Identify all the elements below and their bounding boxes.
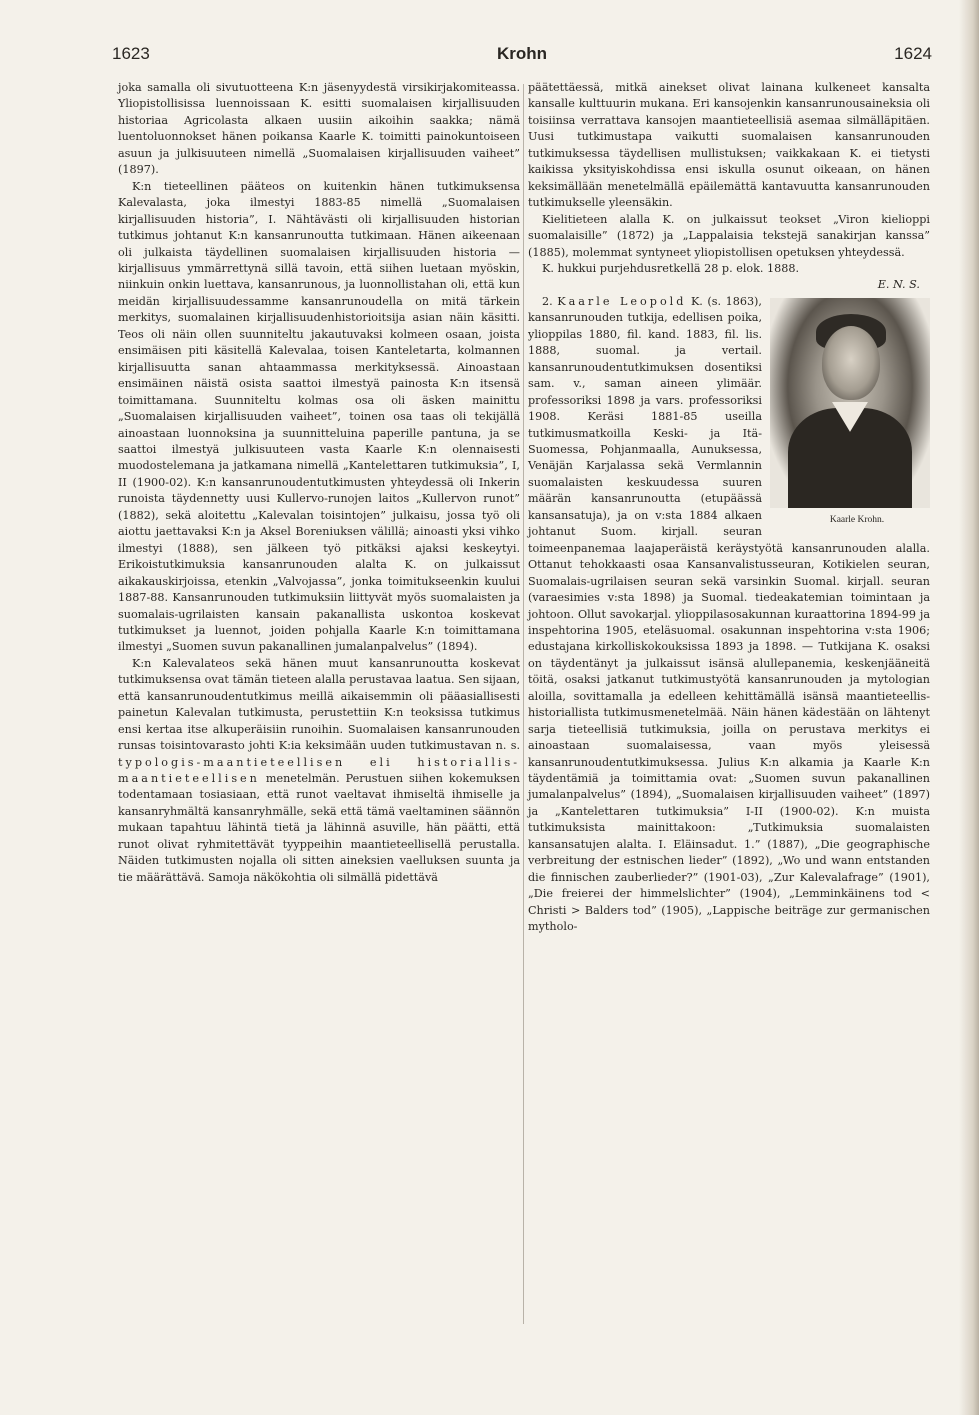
portrait-figure <box>770 298 930 530</box>
page-number-left: 1623 <box>112 44 150 63</box>
spaced-term: typologis-maantieteellisen eli historiallis-maantieteellisen <box>118 755 520 786</box>
portrait-caption: Kaarle Krohn. <box>829 514 885 525</box>
paragraph: Kielitieteen alalla K. on julkaissut teokset „Viron kielioppi suomalaisille” (1872) ja „Lappalaisia tekstejä sanakirjan kanssa” (1885), molemmat syntyneet yliopistollisen opetuksen yhteydessä. <box>528 212 930 259</box>
right-column <box>528 80 930 936</box>
page-header <box>112 44 932 64</box>
entry-number: 2. <box>542 294 553 308</box>
entry-name: Kaarle Leopold <box>557 294 687 308</box>
author-signature: E. N. S. <box>877 278 920 292</box>
left-column <box>118 80 520 886</box>
entry-kaarle-krohn <box>528 294 930 936</box>
paragraph: K. hukkui purjehdusretkellä 28 p. elok. 1888. <box>542 261 800 275</box>
page-number-right: 1624 <box>894 44 932 63</box>
paragraph: joka samalla oli sivutuotteena K:n jäsenyydestä virsikirjakomiteassa. Yliopistollisissa luennoissaan K. esitti suomalaisen kirjallisuuden historiaa Agricolasta alkaen uusiin aikoihin saakka; nämä luentoluonnokset hänen poikansa Kaarle K. toimitti painokuntoiseen asuun ja julkisuuteen nimellä „Suomalaisen kirjallisuuden vaiheet” (1897). <box>118 81 520 177</box>
paragraph-method <box>118 656 520 886</box>
text-run: menetelmän. Perustuen siihen kokemuksen todentamaan tosiasiaan, että runot vaeltavat ihmiseltä ihmiselle ja kansanryhmältä kansanryhmälle, sekä että tämä vaeltaminen säännön mukaan tapahtuu lähintä tietä ja lähinnä asuville, hän päätti, että runot olivat ryhmitettävät tyyppeihin maantieteellisellä perustalla. Näiden tutkimusten nojalla oli sitten aineksien vaelluksen suunta ja tie määrättävä. Samoja näkökohtia oli silmällä pidettävä <box>118 772 520 884</box>
entry-text: K. (s. 1863), kansanrunouden tutkija, edellisen poika, ylioppilas 1880, fil. kand. 1883, fil. lis. 1888, suomal. ja vertail. kansanrunoudentutkimuksen dosentiksi sam. v., saman aineen ylimäär. professoriksi 1898 ja vars. professoriksi 1908. Keräsi 1881-85 useilla tutkimusmatkoilla Keski- ja Itä-Suomessa, Pohjanmaalla, Aunuksessa, Venäjän Karjalassa sekä Vermlannin suomalaisten keskuudessa suuren määrän kansanrunoutta (etupäässä kansansatuja), ja on v:sta 1884 alkaen johtanut Suom. kirjall. seuran toimeenpanemaa laajaperäistä keräystyötä kansanrunouden alalla. Ottanut tehokkaasti osaa Kansanvalistusseuran, Kotikielen seuran, Suomalais-ugrilaisen seuran sekä varsinkin Suomal. kirjall. seuran (varaesimies v:sta 1898) ja Suomal. tiedeakatemian toimintaan ja johtoon. Ollut savokarjal. ylioppilasosakunnan kuraattorina 1894-99 ja inspehtorina 1905, eteläsuomal. osakunnan inspehtorina v:sta 1906; edustajana kirkolliskokouksissa 1893 ja 1898. — Tutkijana K. osaksi on täydentänyt ja julkaissut isänsä alullepanemia, keskenjääneitä töitä, osaksi jatkanut tutkimustyötä kansanrunouden ja mytologian aloilla, sovittamalla ja edelleen kehittämällä isänsä maantieteellis-historiallista tutkimusmenetelmää. Näin hänen kädestään on lähtenyt sarja tieteellisiä tutkimuksia, joilla on perustava merkitys ei ainoastaan suomalaisessa, vaan myös yleisessä kansanrunoudentutkimuksessa. Julius K:n alkamia ja Kaarle K:n täydentämiä ja toimittamia ovat: „Suomen suvun pakanallinen jumalanpalvelus” (1894), „Suomalaisen kirjallisuuden vaiheet” (1897) ja „Kantelettaren tutkimuksia” I-II (1900-02). K:n muista tutkimuksista mainittakoon: „Tutkimuksia suomalaisten kansansatujen alalta. I. Eläinsadut. 1.” (1887), „Die geographische verbreitung der estnischen lieder” (1892), „Wo und wann entstanden die finnischen zauberlieder?” (1901-03), „Zur Kalevalafrage” (1901), „Die freierei der himmelslichter” (1904), „Lemminkäinens tod < Christi > Balders tod” (1905), „Lappische beiträge zur germanischen mytholo- <box>528 294 930 934</box>
column-divider <box>523 84 524 1324</box>
paragraph: päätettäessä, mitkä ainekset olivat lainana kulkeneet kansalta kansalle kulttuurin mukana. Eri kansojenkin kansanrunousaineksia oli toisiinsa verrattava kansojen maantieteellisiä asemaa silmälläpitäen. Uusi tutkimustapa vaikutti suomalaisen kansanrunouden tutkimuksessa täydellisen mullistuksen; vaikkakaan K. ei tietysti kaikissa yksityiskohdissa ensi iskulla osunut oikeaan, on hänen keksimällään menetelmällä epäilemättä kantavuutta kansanrunouden tutkimukselle yleensäkin. <box>528 81 930 210</box>
portrait-photo <box>770 298 930 508</box>
page-title: Krohn <box>496 44 548 63</box>
text-run: K:n Kalevalateos sekä hänen muut kansanrunoutta koskevat tutkimuksensa ovat tämän tieteen alalla perustavaa laatua. Sen sijaan, että kansanrunoudentutkimus meillä aikaisemmin oli pääasiallisesti painetun Kalevalan tutkimusta, perustettiin K:n teoksissa tutkimus ensi kertaa itse alkuperäisiin runoihin. Suomalaisen kansanrunouden runsas toisintovarasto johti K:ia keksimään uuden tutkimustavan n. s. <box>118 656 520 753</box>
page-edge <box>959 0 979 1415</box>
paragraph: K:n tieteellinen pääteos on kuitenkin hänen tutkimuksensa Kalevalasta, joka ilmestyi 1883-85 nimellä „Suomalaisen kirjallisuuden historia”, I. Nähtävästi oli kirjallisuuden historian tutkimus johtanut K:n kansanrunoutta tutkimaan. Hänen aikeenaan oli julkaista täydellinen suomalaisen kirjallisuuden historia — kirjallisuus ymmärrettynä sillä tavoin, että siihen luetaan myöskin, niinkuin onkin luettava, kansanrunous, ja luonnollistahan oli, että kun meidän kirjallisuudessamme kansanrunoudella on mitä tärkein merkitys, suomalainen kirjallisuudenhistorioitsija asian näin käsitti. Teos oli näin ollen suunniteltu jakautuvaksi kolmeen osaan, joista ensimäisen piti käsitellä Kalevalaa, toisen Kanteletarta, kolmannen kirjallisuutta sanan ahtaammassa merkityksessä. Ainoastaan ensimäinen näistä osista saattoi ilmestyä painosta K:n itsensä toimittamana. Suunniteltu kolmas osa oli äsken mainittu „Suomalaisen kirjallisuuden vaiheet”, toinen osa taas oli tekijällä ainoastaan luonnoksina ja suunnitteluina paperille pantuna, ja se saattoi ilmestyä julkisuuteen vasta Kaarle K:n olennaisesti muodostelemana ja jatkamana nimellä „Kantelettaren tutkimuksia”, I, II (1900-02). K:n kansanrunoudentutkimusten yhteydessä oli Inkerin runoista täydennetty uusi Kullervo-runojen laitos „Kullervon runot” (1882), sekä aloitettu „Kalevalan toisintojen” julkaisu, jossa työ oli aiottu jaettavaksi K:n ja Aksel Boreniuksen välillä; ainoasti yksi vihko ilmestyi (1888), sen jälkeen työ pitkäksi ajaksi keskeytyi. Erikoistutkimuksia kansanrunouden alalta K. on julkaissut aikakauskirjoissa, etenkin „Valvojassa”, jonka toimitukseenkin kuului 1887-88. Kansanrunouden tutkimuksiin liittyvät myös suomalaisten ja suomalais-ugrilaisten kansain pakanallista uskontoa koskevat tutkimukset ja luennot, joiden pohjalla Kaarle K:n toimittamana ilmestyi „Suomen suvun pakanallinen jumalanpalvelus” (1894). <box>118 179 520 654</box>
